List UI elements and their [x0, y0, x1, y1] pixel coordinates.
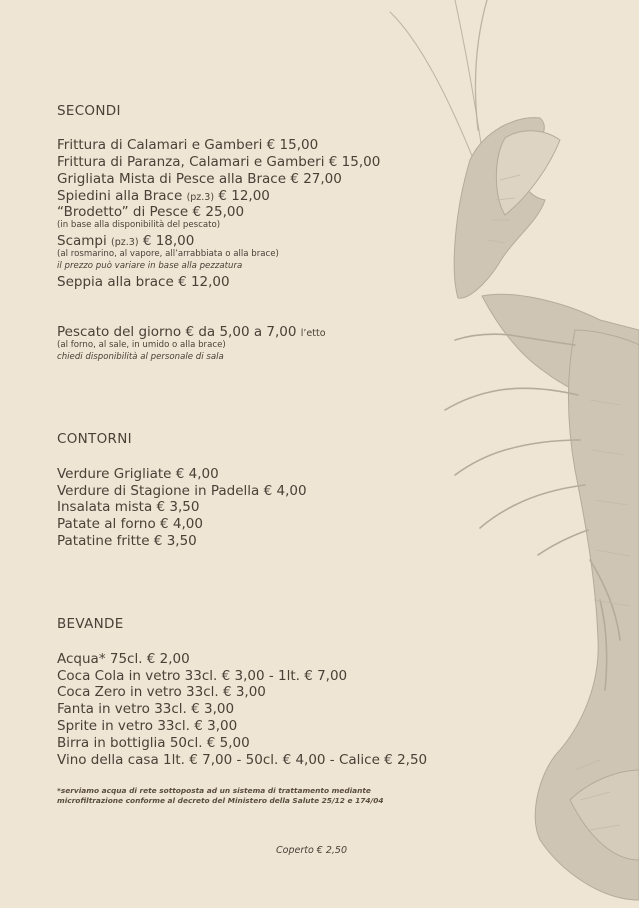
menu-item: Coca Cola in vetro 33cl. € 3,00 - 1lt. € 7,00 [57, 668, 348, 684]
menu-item: Sprite in vetro 33cl. € 3,00 [57, 718, 238, 734]
menu-item-unit: l’etto [300, 328, 326, 339]
menu-item-name: Pescato del giorno € da 5,00 a 7,00 [57, 324, 301, 340]
menu-item: Birra in bottiglia 50cl. € 5,00 [57, 735, 250, 751]
menu-item: Fanta in vetro 33cl. € 3,00 [57, 701, 235, 717]
menu-item-note: chiedi disponibilità al personale di sala [57, 352, 224, 362]
water-footnote: *serviamo acqua di rete sottoposta ad un sistema di trattamento mediante [57, 786, 371, 795]
menu-item: Grigliata Mista di Pesce alla Brace € 27,00 [57, 171, 342, 187]
section-title-bevande: BEVANDE [57, 616, 124, 632]
menu-item: Seppia alla brace € 12,00 [57, 274, 230, 290]
menu-item: Frittura di Paranza, Calamari e Gamberi € 15,00 [57, 154, 381, 170]
menu-item-price: € 12,00 [214, 188, 270, 204]
menu-item-note: (in base alla disponibilità del pescato) [57, 220, 221, 230]
menu-item-note: il prezzo può variare in base alla pezzatura [57, 261, 243, 271]
menu-item-note: (al rosmarino, al vapore, all’arrabbiata o alla brace) [57, 249, 279, 259]
section-title-contorni: CONTORNI [57, 431, 132, 447]
coperto: Coperto € 2,50 [276, 845, 347, 856]
menu-item: Patatine fritte € 3,50 [57, 533, 197, 549]
menu-item-price: € 18,00 [138, 233, 195, 249]
menu-item: Verdure di Stagione in Padella € 4,00 [57, 483, 307, 499]
menu-item: “Brodetto” di Pesce € 25,00 [57, 204, 245, 220]
menu-item: Acqua* 75cl. € 2,00 [57, 651, 190, 667]
menu-item: Frittura di Calamari e Gamberi € 15,00 [57, 137, 319, 153]
menu-item-qty: (pz.3) [111, 237, 139, 248]
menu-item: Vino della casa 1lt. € 7,00 - 50cl. € 4,00 - Calice € 2,50 [57, 752, 428, 768]
menu-item: Coca Zero in vetro 33cl. € 3,00 [57, 684, 266, 700]
menu-item-name: Spiedini alla Brace [57, 188, 187, 204]
water-footnote: microfiltrazione conforme al decreto del Ministero della Salute 25/12 e 174/04 [57, 796, 384, 805]
section-title-secondi: SECONDI [57, 103, 121, 119]
menu-item-name: Scampi [57, 233, 112, 249]
menu-item: Verdure Grigliate € 4,00 [57, 466, 219, 482]
menu-item-qty: (pz.3) [186, 192, 215, 203]
menu-item-note: (al forno, al sale, in umido o alla brace) [57, 340, 226, 350]
menu-item: Patate al forno € 4,00 [57, 516, 203, 532]
menu-item: Insalata mista € 3,50 [57, 499, 200, 515]
